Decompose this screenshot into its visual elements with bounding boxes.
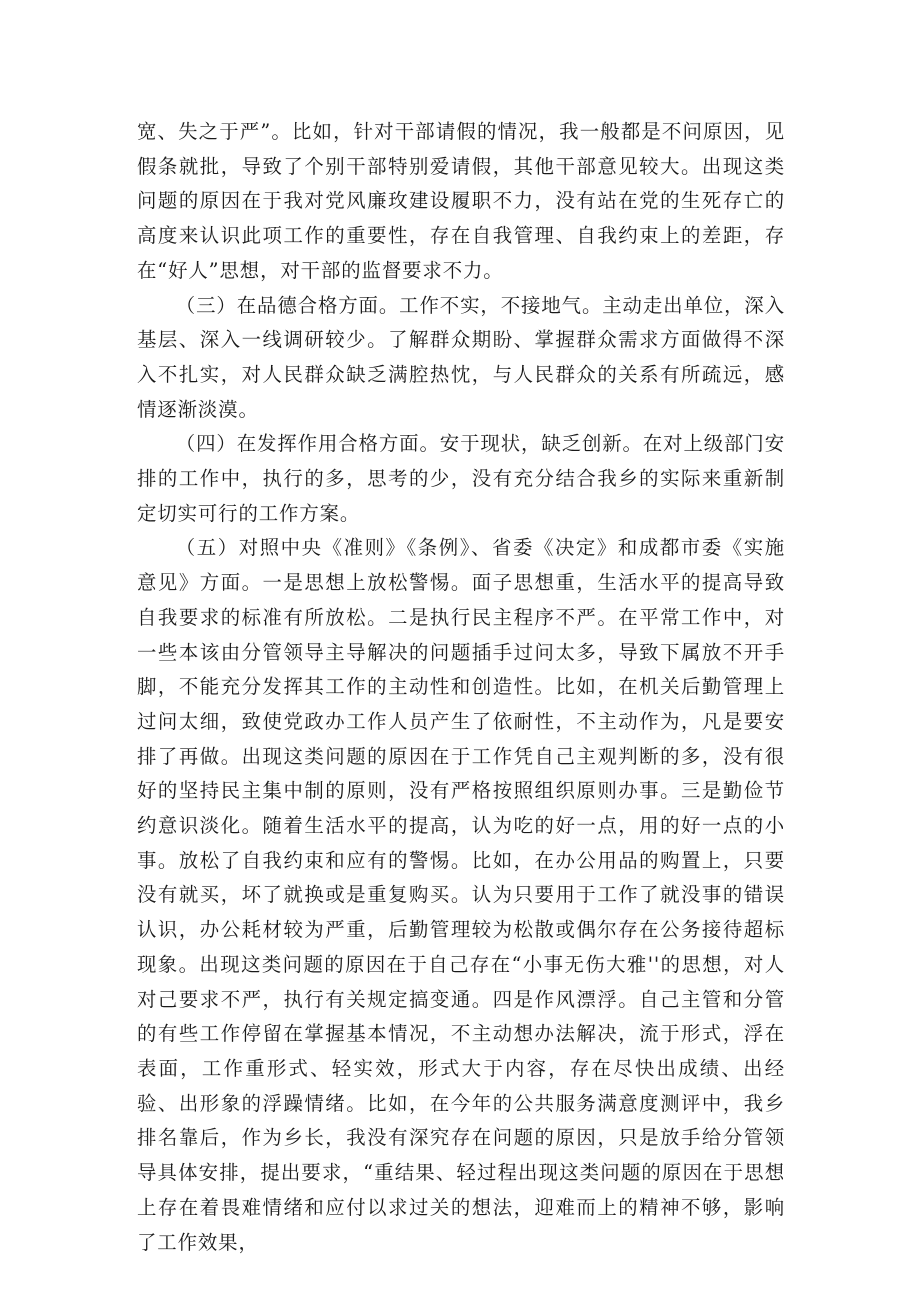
paragraph-continued: 宽、失之于严”。比如，针对干部请假的情况，我一般都是不问原因，见假条就批，导致了个别干部特别爱请假，其他干部意见较大。出现这类问题的原因在于我对党风廉玫建设履职不力，没有站在党的生死存亡的高度来认识此项工作的重要性，存在自我管理、自我约束上的差距，存在“好人”思想，对干部的监督要求不力。: [137, 120, 785, 282]
paragraph-section-5: （五）对照中央《准则》《条例》、省委《决定》和成都市委《实施意见》方面。一是思想上放松警惕。面子思想重，生活水平的提高导致自我要求的标准有所放松。二是执行民主程序不严。在平常工作中，对一些本该由分管领导主导解决的问题插手过问太多，导致下属放不开手脚，不能充分发挥其工作的主动性和创造性。比如，在机关后勤管理上过问太细，致使党政办工作人员产生了依耐性，不主动作为，凡是要安排了再做。出现这类问题的原因在于工作凭自己主观判断的多，没有很好的坚持民主集中制的原则，没有严格按照组织原则办事。三是勤俭节约意识淡化。随着生活水平的提高，认为吃的好一点，用的好一点的小事。放松了自我约束和应有的警惕。比如，在办公用品的购置上，只要没有就买，坏了就换或是重复购买。认为只要用于工作了就没事的错误认识，办公耗材较为严重，后勤管理较为松散或偶尔存在公务接待超标现象。出现这类问题的原因在于自己存在“小事无伤大雅''的思想，对人对己要求不严，执行有关规定搞变通。四是作风漂浮。自己主管和分管的有些工作停留在掌握基本情况，不主动想办法解决，流于形式，浮在表面，工作重形式、轻实效，形式大于内容，存在尽快出成绩、出经验、出形象的浮躁情绪。比如，在今年的公共服务满意度测评中，我乡排名靠后，作为乡长，我没有深究存在问题的原因，只是放手给分管领导具体安排，提出要求，“重结果、轻过程出现这类问题的原因在于思想上存在着畏难情绪和应付以求过关的想法，迎难而上的精神不够，影响了工作效果，: [137, 536, 785, 1254]
paragraph-section-4: （四）在发挥作用合格方面。安于现状，缺乏创新。在对上级部门安排的工作中，执行的多，思考的少，没有充分结合我乡的实际来重新制定切实可行的工作方案。: [137, 432, 785, 525]
document-body: [137, 115, 785, 1260]
paragraph-section-3: （三）在品德合格方面。工作不实，不接地气。主动走出单位，深入基层、深入一线调研较少。了解群众期盼、掌握群众需求方面做得不深入不扎实，对人民群众缺乏满腔热忱，与人民群众的关系有所疏远，感情逐渐淡漠。: [137, 293, 785, 421]
